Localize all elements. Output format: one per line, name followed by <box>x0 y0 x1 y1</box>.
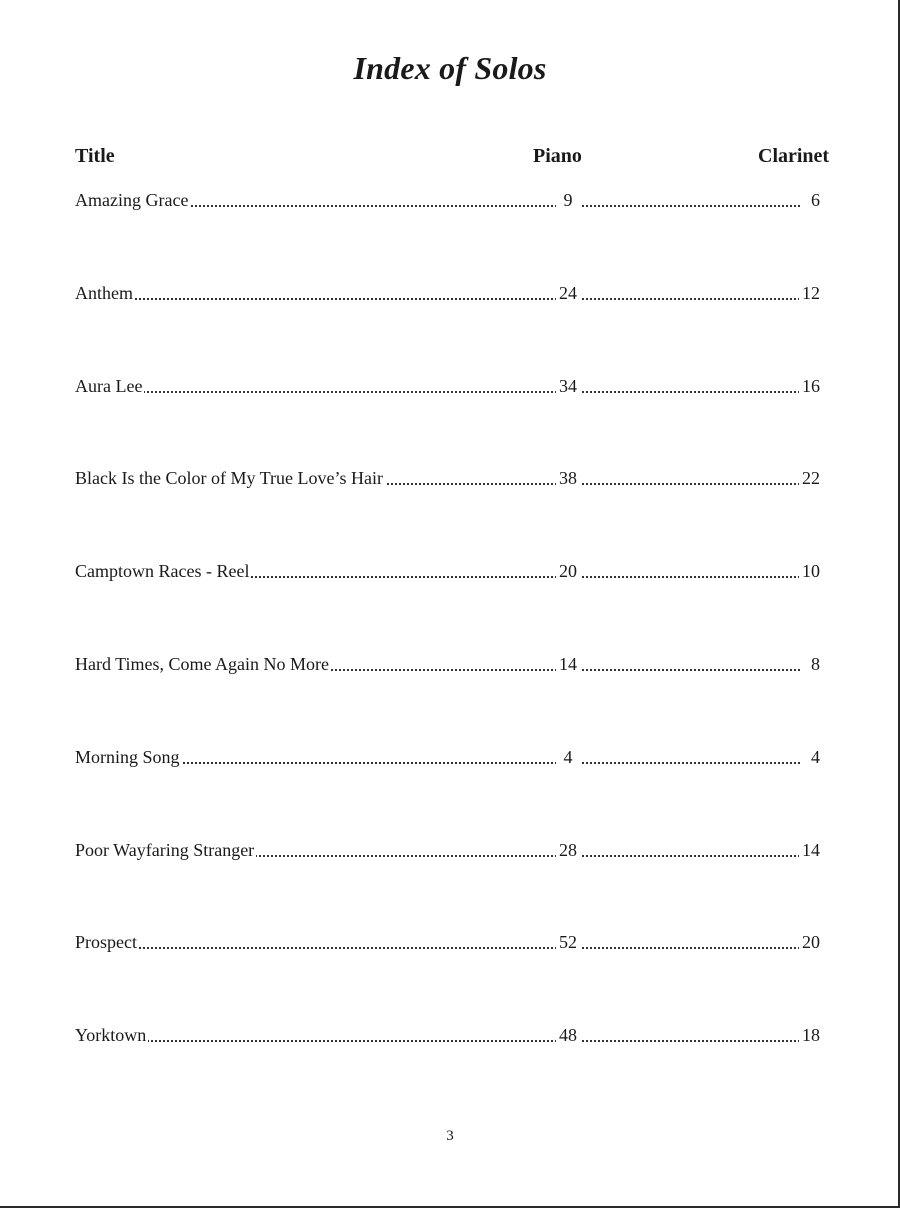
clarinet-page: 14 <box>799 838 820 862</box>
page-number: 3 <box>446 1128 454 1144</box>
index-row <box>75 1023 820 1116</box>
dot-leader <box>578 1040 800 1042</box>
clarinet-page: 4 <box>808 745 820 769</box>
index-row <box>75 838 820 931</box>
solo-title: Amazing Grace <box>75 190 189 210</box>
clarinet-page: 8 <box>808 652 820 676</box>
solo-title: Hard Times, Come Again No More <box>75 653 329 674</box>
piano-page: 34 <box>556 374 580 398</box>
clarinet-page: 20 <box>799 930 820 954</box>
index-row <box>75 652 820 745</box>
dot-leader <box>75 391 561 393</box>
piano-page: 20 <box>556 559 580 583</box>
dot-leader <box>578 205 800 207</box>
dot-leader <box>578 947 800 949</box>
piano-page: 48 <box>556 1023 580 1047</box>
piano-page: 28 <box>556 838 580 862</box>
dot-leader <box>578 391 800 393</box>
piano-page: 52 <box>556 930 580 954</box>
dot-leader <box>578 762 800 764</box>
solo-title: Morning Song <box>75 746 180 767</box>
solo-title: Yorktown <box>75 1025 147 1046</box>
dot-leader <box>578 669 800 671</box>
clarinet-page: 10 <box>799 559 820 583</box>
clarinet-page: 16 <box>799 374 820 398</box>
solo-title: Anthem <box>75 282 133 303</box>
clarinet-page: 6 <box>808 188 820 212</box>
page-title: Index of Solos <box>353 50 547 86</box>
solo-title: Aura Lee <box>75 375 143 396</box>
column-header-clarinet: Clarinet <box>758 145 830 167</box>
index-row <box>75 281 820 374</box>
solo-title: Poor Wayfaring Stranger <box>75 839 255 860</box>
piano-page: 9 <box>556 188 580 212</box>
column-header-piano: Piano <box>533 145 582 167</box>
dot-leader <box>578 855 800 857</box>
column-header-title: Title <box>75 145 115 167</box>
index-row <box>75 466 820 559</box>
dot-leader <box>578 298 800 300</box>
index-row <box>75 745 820 838</box>
index-row <box>75 374 820 467</box>
index-list <box>75 188 820 1116</box>
solo-title: Prospect <box>75 932 137 953</box>
clarinet-page: 12 <box>799 281 820 305</box>
clarinet-page: 18 <box>799 1023 820 1047</box>
dot-leader <box>75 298 561 300</box>
solo-title: Camptown Races - Reel <box>75 561 250 582</box>
index-row <box>75 559 820 652</box>
piano-page: 38 <box>556 466 580 490</box>
index-row <box>75 188 820 281</box>
piano-page: 4 <box>556 745 580 769</box>
solo-title: Black Is the Color of My True Love’s Hair <box>75 468 383 489</box>
piano-page: 14 <box>556 652 580 676</box>
piano-page: 24 <box>556 281 580 305</box>
dot-leader <box>578 576 800 578</box>
clarinet-page: 22 <box>799 466 820 490</box>
dot-leader <box>75 947 561 949</box>
index-row <box>75 930 820 1023</box>
dot-leader <box>578 483 800 485</box>
